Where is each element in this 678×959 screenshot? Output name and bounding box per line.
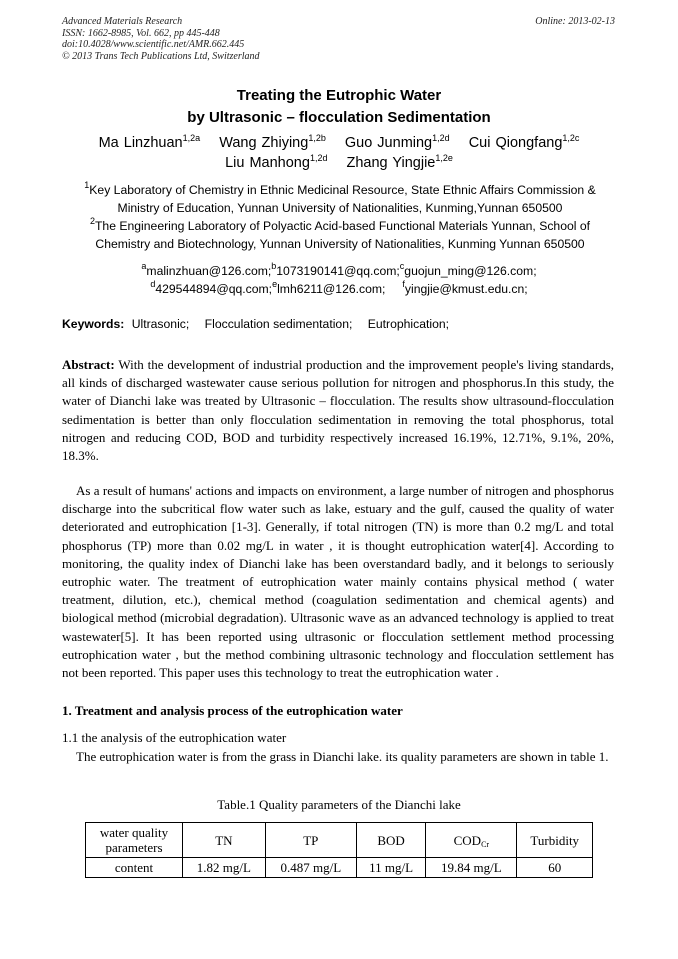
author: Ma Linzhuan$^{1,2a}$ xyxy=(98,133,201,151)
table-header-cell: TP xyxy=(265,823,356,858)
abstract xyxy=(62,356,614,465)
table-cell: 0.487 mg/L xyxy=(265,858,356,878)
journal-name: Advanced Materials Research xyxy=(62,16,183,27)
abstract-text: With the development of industrial production and the improvement people's living standards, all kinds of discharged wastewater cause serious pollution for nitrogen and phosphorus.In this study, the water of Dianchi lake was treated by Ultrasonic – flocculation. The results show ultrasound-flocculation sedimentation is better than only flocculation sedimentation in removing the total phosphorus, total nitrogen and reducing COD, BOD and turbidity respectively increased 16.19%, 12.71%, 9.1%, 20%, 18.3%. xyxy=(62,357,615,464)
table-header-cell: water quality parameters xyxy=(86,823,183,858)
journal-copyright: © 2013 Trans Tech Publications Ltd, Switzerland xyxy=(62,50,260,62)
author: Wang Zhiying$^{1,2b}$ xyxy=(219,133,326,151)
keyword: Eutrophication; xyxy=(367,317,450,331)
abstract-label: Abstract: xyxy=(62,357,115,372)
email-e[interactable]: lmh6211@126.com; xyxy=(277,282,386,296)
table-cell: 1.82 mg/L xyxy=(183,858,266,878)
author-list-line2 xyxy=(0,155,678,171)
quality-parameters-table xyxy=(85,822,593,878)
section-heading: 1. Treatment and analysis process of the eutrophication water xyxy=(62,703,403,718)
introduction-paragraph: As a result of humans' actions and impacts on environment, a large number of nitrogen and phosphorus discharge into the subcritical flow water such as lake, estuary and the gulf, caused the quality of water deteriorated and eutrophication [1-3]. Generally, if total nitrogen (TN) is more than 0.2 mg/L and total phosphorus (TP) more than 0.02 mg/L in water , it is thought eutrophication water[4]. According to monitoring, the quality index of Dianchi lake has been overstandard badly, and it belongs to seriously eutrophic water. The treatment of eutrophication water mainly contains physical method ( water treatment, dilution, etc.), chemical method (coagulation sedimentation and chemical agents) and biological method (microbial degradation). Ultrasonic wave as an advanced technology is applied to treat wastewater[5]. It has been reported using ultrasonic or flocculation settlement method processing eutrophication water , but the method combining ultrasonic technology and flocculation settlement has not been reported. This paper uses this technology to treat the eutrophication water . xyxy=(62,483,614,681)
author: Cui Qiongfang$^{1,2c}$ xyxy=(468,133,580,151)
section-paragraph: The eutrophication water is from the grass in Dianchi lake. its quality parameters are shown in table 1. xyxy=(76,749,609,764)
author: Zhang Yingjie$^{1,2e}$ xyxy=(346,153,453,171)
paper-title-line1: Treating the Eutrophic Water xyxy=(236,87,442,104)
table-cell: 11 mg/L xyxy=(356,858,425,878)
author: Guo Junming$^{1,2d}$ xyxy=(344,133,450,151)
author-emails: $^a$malinzhuan@126.com;$^b$1073190141@qq.com;$^c$guojun_ming@126.com; $^d$429544894@qq.com;$^e$lmh6211@126.com; $^f$yingjie@kmust.edu.cn; xyxy=(141,261,537,296)
email-b[interactable]: 1073190141@qq.com; xyxy=(276,264,400,278)
email-c[interactable]: guojun_ming@126.com; xyxy=(404,264,537,278)
author-list-line1 xyxy=(0,135,678,151)
author: Liu Manhong$^{1,2d}$ xyxy=(225,153,328,171)
journal-header xyxy=(62,16,260,62)
keyword: Flocculation sedimentation; xyxy=(204,317,353,331)
email-a[interactable]: malinzhuan@126.com; xyxy=(146,264,272,278)
table-cell: 60 xyxy=(517,858,593,878)
paper-title-line2: by Ultrasonic – flocculation Sedimentation xyxy=(187,109,491,126)
email-f[interactable]: yingjie@kmust.edu.cn; xyxy=(404,282,528,296)
journal-issn: ISSN: 1662-8985, Vol. 662, pp 445-448 xyxy=(62,27,220,39)
keyword: Ultrasonic; xyxy=(131,317,190,331)
table-row xyxy=(86,858,593,878)
keywords-label: Keywords: xyxy=(62,317,125,331)
table-header-cell: TN xyxy=(183,823,266,858)
affiliation-2: $^2$The Engineering Laboratory of Polyactic Acid-based Functional Materials Yunnan, School of Chemistry and Biotechnology, Yunnan University of Nationalities, Kunming Yunnan 650500 xyxy=(89,216,591,251)
table-header-row xyxy=(86,823,593,858)
table-header-cell: BOD xyxy=(356,823,425,858)
online-date: Online: 2013-02-13 xyxy=(535,16,615,27)
table-header-cell: Turbidity xyxy=(517,823,593,858)
keywords xyxy=(62,317,461,331)
table-cell: content xyxy=(86,858,183,878)
affiliation-1: $^1$Key Laboratory of Chemistry in Ethnic Medicinal Resource, State Ethnic Affairs Commission & Ministry of Education, Yunnan University of Nationalities, Kunming,Yunnan 650500 xyxy=(84,180,596,215)
table-cell: 19.84 mg/L xyxy=(426,858,517,878)
table-header-cell: $COD_{Cr}$ xyxy=(426,823,517,858)
email-d[interactable]: 429544894@qq.com; xyxy=(155,282,273,296)
table-caption: Table.1 Quality parameters of the Dianchi lake xyxy=(217,797,461,812)
journal-doi: doi:10.4028/www.scientific.net/AMR.662.445 xyxy=(62,39,245,50)
subsection-heading: 1.1 the analysis of the eutrophication water xyxy=(62,730,287,745)
